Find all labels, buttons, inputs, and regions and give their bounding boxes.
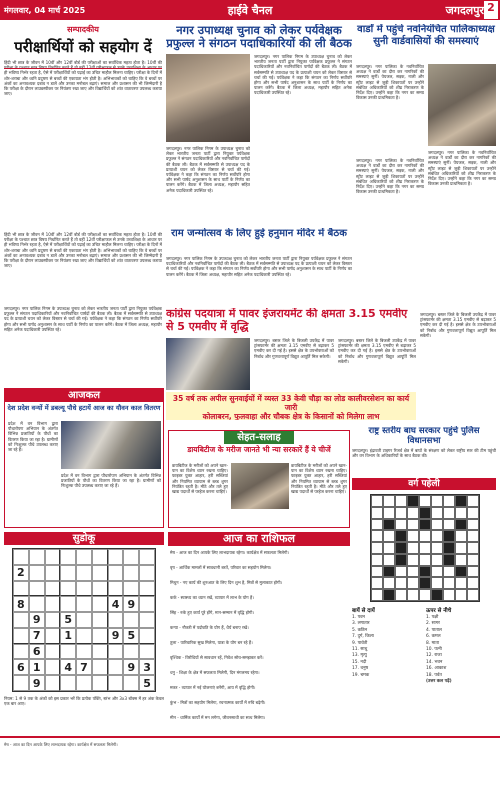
down-head: ऊपर से नीचे [426,608,452,614]
crossword-cell [407,577,419,589]
rashifal-item: सिंह - रुके हुए कार्य पूरे होंगे, मान-सम्मान में वृद्धि होगी। [170,610,255,615]
crossword-cell [419,577,431,589]
down-clue: 10. पत्नी [426,647,442,653]
rashifal-item: मीन - धार्मिक कार्यों में मन लगेगा, जीवनसाथी का साथ मिलेगा। [170,715,266,720]
sudoku-cell [139,644,155,660]
crossword-cell [371,566,383,578]
tiger-story [352,426,496,476]
crossword-cell [455,566,467,578]
crossword-cell [395,554,407,566]
across-col [352,606,422,732]
crossword-cell [467,519,479,531]
sudoku-cell [92,549,108,565]
sudoku-cell: 5 [60,612,76,628]
sudoku-cell [92,644,108,660]
sudoku-cell [45,628,61,644]
crossword-cell [431,519,443,531]
right-top-headline: वार्डों में पहुंचे नवनियंचित पालिकाध्यक्ष सुनी वार्डवासियों की समस्याएं [357,24,495,47]
sudoku-cell [108,675,124,691]
right-top-photo [428,64,496,146]
rashifal-item: कर्क - स्वास्थ्य का ध्यान रखें, व्यापार में लाभ के योग हैं। [170,595,254,600]
sudoku-cell: 6 [29,644,45,660]
mid-body-2: जगदलपुर। बस्तर जिले के बिजली उपकेंद्र में पावर ट्रांसफार्मर की क्षमता 3.15 एमवीए से बढ़ाकर 5 एमवीए कर दी गई है। इससे क्षेत्र के उपभोक्ताओं को निर्बाध और गुणवत्तापूर्ण विद्युत आपूर्ति मिल सकेगी। [338,338,416,364]
crossword-cell [383,495,395,507]
right-top-body: जगदलपुर। नगर पालिका के नवनिर्वाचित अध्यक्ष ने वार्डों का दौरा कर नागरिकों की समस्याएं सुनीं। पेयजल, सड़क, नाली और स्ट्रीट लाइट से जुड़ी शिकायतों पर उन्होंने संबंधित अधिकारियों को शीघ्र निराकरण के निर्देश दिए। उन्होंने कहा कि नगर का समग्र विकास उनकी प्राथमिकता है। [356,64,424,101]
crossword-cell [419,495,431,507]
sudoku-cell [92,675,108,691]
sudoku-cell [139,596,155,612]
masthead-date: मंगलवार, 04 मार्च 2025 [4,5,86,15]
crossword-cell [395,530,407,542]
aajkal-headline: देश प्रदेश वन्यों में डबल्यू पौधे हटायें आज का यौवन काल वितरण [7,404,161,412]
sudoku-cell: 6 [13,659,29,675]
down-clue: 2. सागर [426,621,440,627]
lead-body: जगदलपुर। नगर पालिक निगम के उपाध्यक्ष चुनाव को लेकर भारतीय जनता पार्टी द्वारा नियुक्त पर्यवेक्षक प्रफुल्ल ने संगठन पदाधिकारियों और नवनिर्वाचित पार्षदों की बैठक ली। बैठक में सर्वसम्मति से उपाध्यक्ष पद के प्रत्याशी चयन को लेकर विस्तार से चर्चा की गई। पर्यवेक्षक ने कहा कि संगठन का निर्णय सर्वोपरि होगा और सभी पार्षद अनुशासन के साथ पार्टी के निर्णय का पालन करेंगे। बैठक में जिला अध्यक्ष, महापौर सहित अनेक पदाधिकारी उपस्थित रहे। [254,54,352,96]
down-clue: 16. आकाश [426,666,447,672]
sudoku-cell: 9 [29,675,45,691]
editorial-headline: परीक्षार्थियों को सहयोग दें [14,38,152,56]
crossword-cell [467,507,479,519]
crossword-cell [371,542,383,554]
crossword-cell [455,589,467,601]
crossword-cell [407,589,419,601]
sudoku-cell: 3 [139,659,155,675]
sudoku-cell: 5 [123,628,139,644]
sudoku-cell: 1 [29,659,45,675]
sudoku-cell [45,675,61,691]
down-clue: 12. राजा [426,653,442,659]
crossword-cell [383,519,395,531]
crossword-cell [455,577,467,589]
crossword-cell [419,554,431,566]
right-top-body-cont: जगदलपुर। नगर पालिका के नवनिर्वाचित अध्यक्ष ने वार्डों का दौरा कर नागरिकों की समस्याएं सुनीं। पेयजल, सड़क, नाली और स्ट्रीट लाइट से जुड़ी शिकायतों पर उन्होंने संबंधित अधिकारियों को शीघ्र निराकरण के निर्देश दिए। उन्होंने कहा कि नगर का समग्र विकास उनकी प्राथमिकता है। [428,150,496,187]
sudoku-cell: 9 [29,612,45,628]
sudoku-cell: 7 [29,628,45,644]
mid-story [166,308,496,428]
crossword-label: वर्ग पहेली [352,478,496,490]
across-clue: 5. कठिन [352,627,368,633]
crossword-cell [443,519,455,531]
crossword-cell [431,577,443,589]
sudoku-cell [13,644,29,660]
crossword-cell [455,530,467,542]
mid-body: जगदलपुर। बस्तर जिले के बिजली उपकेंद्र में पावर ट्रांसफार्मर की क्षमता 3.15 एमवीए से बढ़ाकर 5 एमवीए कर दी गई है। इससे क्षेत्र के उपभोक्ताओं को निर्बाध और गुणवत्तापूर्ण विद्युत आपूर्ति मिल सकेगी। [254,338,334,359]
sudoku-cell: 8 [13,596,29,612]
rashifal-item: कन्या - नौकरी में पदोन्नति के योग हैं, धैर्य बनाए रखें। [170,625,249,630]
sudoku-cell [76,596,92,612]
crossword-cell [467,566,479,578]
editorial-body-2: हिंदी भी छात्र के जीवन में 10वीं और 12वीं बोर्ड की परीक्षाओं का सर्वाधिक महत्व होता है। 10वीं की परीक्षा के पश्चात छात्र विषय निर्धारित करते हैं तो वहीं 12वीं परीक्षाफल से उनके उच्चशिक्षा के आधार पर ही भविष्य निर्भर रहता है, ऐसे में परीक्षार्थियों को पढ़ाई का उचित माहौल मिलना चाहिए। परीक्षा के दिनों में शोर-शराबा और ध्वनि प्रदूषण से बच्चों की एकाग्रता भंग होती है। अभिभावकों को चाहिए कि वे बच्चों पर अंकों का अनावश्यक दबाव न डालें और उनका मनोबल बढ़ाएं। समाज और प्रशासन की भी जिम्मेदारी है कि परीक्षा के दौरान लाउडस्पीकर पर नियंत्रण रखा जाए और विद्यार्थियों को शांत वातावरण उपलब्ध कराया जाए। [4,232,162,269]
crossword-cell [431,566,443,578]
sudoku-cell [29,549,45,565]
crossword-cell [443,554,455,566]
crossword-cell [443,542,455,554]
sudoku-cell [139,565,155,581]
lead-story [166,24,352,304]
sudoku-cell [92,628,108,644]
sudoku-cell [76,565,92,581]
page-number: 2 [484,1,498,19]
crossword-cell [419,519,431,531]
sudoku-cell [45,659,61,675]
across-head: बायें से दायें [352,608,375,614]
sudoku-cell [76,549,92,565]
crossword-cell [371,495,383,507]
across-clue: 9. पार्वती [352,640,368,646]
mid-caption [166,392,416,420]
crossword-cell [431,589,443,601]
crossword-cell [383,566,395,578]
sudoku-cell [60,596,76,612]
sudoku-cell: 5 [139,675,155,691]
footer-text: मेष - आज का दिन आपके लिए लाभदायक रहेगा। कार्यक्षेत्र में सफलता मिलेगी। [4,742,118,747]
across-clue: 15. नदी [352,659,367,665]
crossword-cell [407,554,419,566]
tiger-headline: राष्ट्र स्तरीय बाघ सरकार पहुंचे पुलिस विधानसभा [368,426,480,446]
crossword-cell [371,507,383,519]
sudoku-cell [45,581,61,597]
aajkal-box [4,388,164,528]
sudoku-grid [12,548,156,692]
sudoku-cell [13,581,29,597]
sudoku-cell [92,596,108,612]
sudoku-cell: 9 [123,659,139,675]
crossword-cell [419,530,431,542]
across-clue: 3. लगातार [352,621,370,627]
aajkal-photo [61,421,161,469]
crossword-cell [383,589,395,601]
aajkal-label: आजकल [5,389,163,402]
crossword-cell [395,589,407,601]
sudoku-cell: 4 [60,659,76,675]
mid-headline: कांग्रेस पदयात्रा में पावर इंजरायमेंट की क्षमता 3.15 एमवीए से 5 एमवीए में वृद्धि [166,308,408,333]
tiger-body: जगदलपुर। इंद्रावती टाइगर रिजर्व क्षेत्र में बाघों के संरक्षण को लेकर राष्ट्रीय स्तर की टीम पहुंची और वन विभाग के अधिकारियों के साथ बैठक की। [352,448,496,459]
crossword-cell [455,507,467,519]
editorial-body: हिंदी भी छात्र के जीवन में 10वीं और 12वीं बोर्ड की परीक्षाओं का सर्वाधिक महत्व होता है। 10वीं की ही भविष्य निर्भर रहता है, ऐसे में परीक्षार्थियों को पढ़ाई का उचित माहौल मिलना चाहिए। परीक्षा के दिनों में शोर-शराबा और ध्वनि प्रदूषण से बच्चों की एकाग्रता भंग होती है। अभिभावकों को चाहिए कि वे बच्चों पर अंकों का अनावश्यक दबाव न डालें और उनका मनोबल बढ़ाएं। समाज और प्रशासन की भी जिम्मेदारी है कि परीक्षा के दौरान लाउडस्पीकर पर नियंत्रण रखा जाए और विद्यार्थियों को शांत वातावरण उपलब्ध कराया जाए। [4,60,162,97]
mid-photo [166,338,250,390]
rashifal-item: धनु - शिक्षा के क्षेत्र में सफलता मिलेगी, दिन मंगलमय रहेगा। [170,670,260,675]
crossword-cell [431,530,443,542]
rashifal-item: कुंभ - मित्रों का सहयोग मिलेगा, रचनात्मक कार्यों में रुचि बढ़ेगी। [170,700,266,705]
mid-side-body: जगदलपुर। बस्तर जिले के बिजली उपकेंद्र में पावर ट्रांसफार्मर की क्षमता 3.15 एमवीए से बढ़ाकर 5 एमवीए कर दी गई है। इससे क्षेत्र के उपभोक्ताओं को निर्बाध और गुणवत्तापूर्ण विद्युत आपूर्ति मिल सकेगी। [420,312,496,338]
crossword-cell [431,507,443,519]
sudoku-cell [45,644,61,660]
crossword-cell [467,530,479,542]
sudoku-cell [139,549,155,565]
bottom-rule [0,736,500,738]
crossword-cell [455,519,467,531]
sudoku-cell [13,612,29,628]
lead-subhead: राम जन्मोत्सव के लिए हुई हनुमान मंदिर में बैठक [171,228,347,239]
sehat-label: सेहत-सलाह [224,431,294,444]
crossword-cell [419,589,431,601]
sudoku-cell [29,596,45,612]
sudoku-cell [108,659,124,675]
sehat-body: डायबिटीज के मरीजों को अपने खान-पान का विशेष ध्यान रखना चाहिए। फाइबर युक्त आहार, हरी सब्जियां और नियमित व्यायाम से ब्लड शुगर नियंत्रित रहती है। मीठे और तले हुए खाद्य पदार्थों से परहेज करना चाहिए। [172,463,228,495]
crossword-grid [370,494,480,602]
crossword-cell [467,542,479,554]
rashifal-item: मकर - व्यापार में नई योजनाएं बनेंगी, आय में वृद्धि होगी। [170,685,256,690]
crossword-cell [467,554,479,566]
across-clue: 17. धनुष [352,666,369,672]
across-clue: 19. चमक [352,672,370,678]
crossword-cell [383,554,395,566]
sehat-headline: डायबिटीज के मरीज जानते भी न्या सरकारें हैं ये चीजें [187,445,331,454]
sudoku-rules: नियम: 1 से 9 तक के अंकों को इस प्रकार भरें कि प्रत्येक पंक्ति, स्तंभ और 3x3 बॉक्स में हर अंक केवल एक बार आए। [4,696,164,707]
rashifal-list [170,550,348,730]
crossword-clues [352,606,496,732]
masthead-city: जगदलपुर [445,3,484,17]
sudoku-cell [108,549,124,565]
crossword-cell [395,519,407,531]
sudoku-cell [60,581,76,597]
crossword-cell [407,495,419,507]
sudoku-cell: 7 [76,659,92,675]
crossword-cell [419,507,431,519]
sudoku-cell [76,644,92,660]
across-clue: 13. मृत्यु [352,653,367,659]
sudoku-cell [60,644,76,660]
sehat-body-2: डायबिटीज के मरीजों को अपने खान-पान का विशेष ध्यान रखना चाहिए। फाइबर युक्त आहार, हरी सब्जियां और नियमित व्यायाम से ब्लड शुगर नियंत्रित रहती है। मीठे और तले हुए खाद्य पदार्थों से परहेज करना चाहिए। [291,463,347,495]
sudoku-cell [76,581,92,597]
down-col [426,606,496,732]
crossword-cell [395,542,407,554]
crossword-cell [407,519,419,531]
sudoku-cell [13,549,29,565]
sudoku-cell [123,612,139,628]
rashifal-label: आज का राशिफल [168,532,350,546]
crossword-cell [455,554,467,566]
down-clue: 1. पक्षी [426,615,439,620]
down-clue: 6. कमल [426,634,441,640]
sudoku-cell [123,644,139,660]
rashifal-item: तुला - पारिवारिक सुख मिलेगा, यात्रा के योग बन रहे हैं। [170,640,253,645]
crossword-cell [443,566,455,578]
sudoku-cell [123,549,139,565]
sudoku-cell [60,565,76,581]
sudoku-cell [29,581,45,597]
sudoku-cell [76,612,92,628]
crossword-cell [383,530,395,542]
lead-sub-body: जगदलपुर। नगर पालिक निगम के उपाध्यक्ष चुनाव को लेकर भारतीय जनता पार्टी द्वारा नियुक्त पर्यवेक्षक प्रफुल्ल ने संगठन पदाधिकारियों और नवनिर्वाचित पार्षदों की बैठक ली। बैठक में सर्वसम्मति से उपाध्यक्ष पद के प्रत्याशी चयन को लेकर विस्तार से चर्चा की गई। पर्यवेक्षक ने कहा कि संगठन का निर्णय सर्वोपरि होगा और सभी पार्षद अनुशासन के साथ पार्टी के निर्णय का पालन करेंगे। बैठक में जिला अध्यक्ष, महापौर सहित अनेक पदाधिकारी उपस्थित रहे। [166,256,352,277]
crossword-cell [371,530,383,542]
editorial-rule [4,68,162,69]
rashifal-item: वृष - आर्थिक मामलों में सावधानी बरतें, परिवार का सहयोग मिलेगा। [170,565,272,570]
sehat-photo [231,463,289,509]
crossword-cell [467,495,479,507]
sudoku-cell [139,581,155,597]
masthead-brand: हाईवे चैनल [227,3,273,17]
editorial-label: सम्पादकीय [67,25,99,34]
rashifal-item: मिथुन - नए कार्य की शुरुआत के लिए दिन शुभ है, मित्रों से मुलाकात होगी। [170,580,283,585]
sudoku-cell [45,612,61,628]
left-col-text: जगदलपुर। नगर पालिक निगम के उपाध्यक्ष चुनाव को लेकर भारतीय जनता पार्टी द्वारा नियुक्त पर्यवेक्षक प्रफुल्ल ने संगठन पदाधिकारियों और नवनिर्वाचित पार्षदों की बैठक ली। बैठक में सर्वसम्मति से उपाध्यक्ष पद के प्रत्याशी चयन को लेकर विस्तार से चर्चा की गई। पर्यवेक्षक ने कहा कि संगठन का निर्णय सर्वोपरि होगा और सभी पार्षद अनुशासन के साथ पार्टी के निर्णय का पालन करेंगे। बैठक में जिला अध्यक्ष, महापौर सहित अनेक पदाधिकारी उपस्थित रहे। [4,306,162,332]
sudoku-cell [45,549,61,565]
across-clue: 7. दुर्ग, किला [352,634,374,640]
sudoku-cell [45,565,61,581]
sudoku-label: सुडोकू [4,532,164,545]
aajkal-body: प्रदेश में वन विभाग द्वारा पौधारोपण अभियान के अंतर्गत विभिन्न प्रजातियों के पौधों का वितरण किया जा रहा है। ग्रामीणों को निःशुल्क पौधे उपलब्ध कराए जा रहे हैं। [8,421,58,453]
sudoku-cell [60,675,76,691]
right-top-story [356,24,496,324]
crossword-cell [419,566,431,578]
crossword-cell [371,577,383,589]
sudoku-cell [45,596,61,612]
sudoku-cell [76,628,92,644]
crossword-cell [431,542,443,554]
crossword-cell [443,507,455,519]
sudoku-cell: 9 [123,596,139,612]
sudoku-cell [123,565,139,581]
crossword-cell [407,507,419,519]
sudoku-cell: 9 [108,628,124,644]
crossword-cell [443,530,455,542]
crossword-cell [431,495,443,507]
sudoku-cell [29,565,45,581]
crossword-cell [395,507,407,519]
crossword-cell [407,530,419,542]
sudoku-cell: 1 [60,628,76,644]
sudoku-cell [60,549,76,565]
crossword-cell [443,495,455,507]
answer-note: (उत्तर कल पढ़ें) [426,679,452,685]
down-clue: 18. पर्वत [426,672,442,678]
sudoku-cell [139,612,155,628]
rashifal-item: मेष - आज का दिन आपके लिए लाभदायक रहेगा। कार्यक्षेत्र में सफलता मिलेगी। [170,550,290,555]
lead-body-cont: जगदलपुर। नगर पालिक निगम के उपाध्यक्ष चुनाव को लेकर भारतीय जनता पार्टी द्वारा नियुक्त पर्यवेक्षक प्रफुल्ल ने संगठन पदाधिकारियों और नवनिर्वाचित पार्षदों की बैठक ली। बैठक में सर्वसम्मति से उपाध्यक्ष पद के प्रत्याशी चयन को लेकर विस्तार से चर्चा की गई। पर्यवेक्षक ने कहा कि संगठन का निर्णय सर्वोपरि होगा और सभी पार्षद अनुशासन के साथ पार्टी के निर्णय का पालन करेंगे। बैठक में जिला अध्यक्ष, महापौर सहित अनेक पदाधिकारी उपस्थित रहे। [166,146,250,193]
sudoku-cell [13,628,29,644]
crossword-cell [467,577,479,589]
crossword-cell [407,566,419,578]
sudoku-cell [76,675,92,691]
mid-caption-line1: 35 वर्ष तक अपील सुनवाईयों में व्यस्त 33 केवी चौड़ा का लोड कालीवरसेशन का कार्य जारी [172,394,410,412]
right-top-body-2: जगदलपुर। नगर पालिका के नवनिर्वाचित अध्यक्ष ने वार्डों का दौरा कर नागरिकों की समस्याएं सुनीं। पेयजल, सड़क, नाली और स्ट्रीट लाइट से जुड़ी शिकायतों पर उन्होंने संबंधित अधिकारियों को शीघ्र निराकरण के निर्देश दिए। उन्होंने कहा कि नगर का समग्र विकास उनकी प्राथमिकता है। [356,158,424,195]
sudoku-cell [92,581,108,597]
down-clue: 4. पाताल [426,627,442,633]
crossword-cell [467,589,479,601]
lead-photo [166,54,250,142]
sudoku-cell: 2 [13,565,29,581]
sudoku-cell [139,628,155,644]
sudoku-cell [108,565,124,581]
crossword-cell [383,577,395,589]
sudoku-cell [92,612,108,628]
crossword-cell [395,577,407,589]
crossword-cell [443,589,455,601]
down-clue: 8. माता [426,640,439,646]
editorial [4,24,162,264]
crossword-cell [443,577,455,589]
sudoku-cell: 4 [108,596,124,612]
crossword-cell [371,519,383,531]
sudoku-cell [108,644,124,660]
across-clue: 1. पवन [352,615,365,620]
sudoku-cell [13,675,29,691]
crossword-cell [455,542,467,554]
sehat-box [168,430,350,528]
crossword-cell [455,495,467,507]
sudoku-cell [92,565,108,581]
crossword-cell [371,589,383,601]
down-clue: 14. भवन [426,659,443,665]
mid-caption-line2: कोलाबरन, फुलवाहा और चौबक क्षेत्र के किसानों को मिलेगा लाभ [202,412,380,420]
crossword-cell [419,542,431,554]
aajkal-body-2: प्रदेश में वन विभाग द्वारा पौधारोपण अभियान के अंतर्गत विभिन्न प्रजातियों के पौधों का वितरण किया जा रहा है। ग्रामीणों को निःशुल्क पौधे उपलब्ध कराए जा रहे हैं। [61,473,161,489]
across-clue: 11. साधु [352,647,368,653]
crossword-cell [395,566,407,578]
sudoku-cell [123,581,139,597]
sudoku-cell [92,659,108,675]
crossword-cell [431,554,443,566]
sudoku-cell [123,675,139,691]
lead-headline: नगर उपाध्यक्ष चुनाव को लेकर पर्यवेक्षक प्रफुल्ल ने संगठन पदाधिकारियों की ली बैठक [166,24,352,50]
crossword-cell [371,554,383,566]
sudoku-cell [108,612,124,628]
crossword-cell [383,542,395,554]
sudoku-cell [108,581,124,597]
crossword-cell [383,507,395,519]
masthead [0,0,500,20]
crossword-cell [407,542,419,554]
rashifal-item: वृश्चिक - विरोधियों से सावधान रहें, निवेश सोच-समझकर करें। [170,655,264,660]
crossword-cell [395,495,407,507]
